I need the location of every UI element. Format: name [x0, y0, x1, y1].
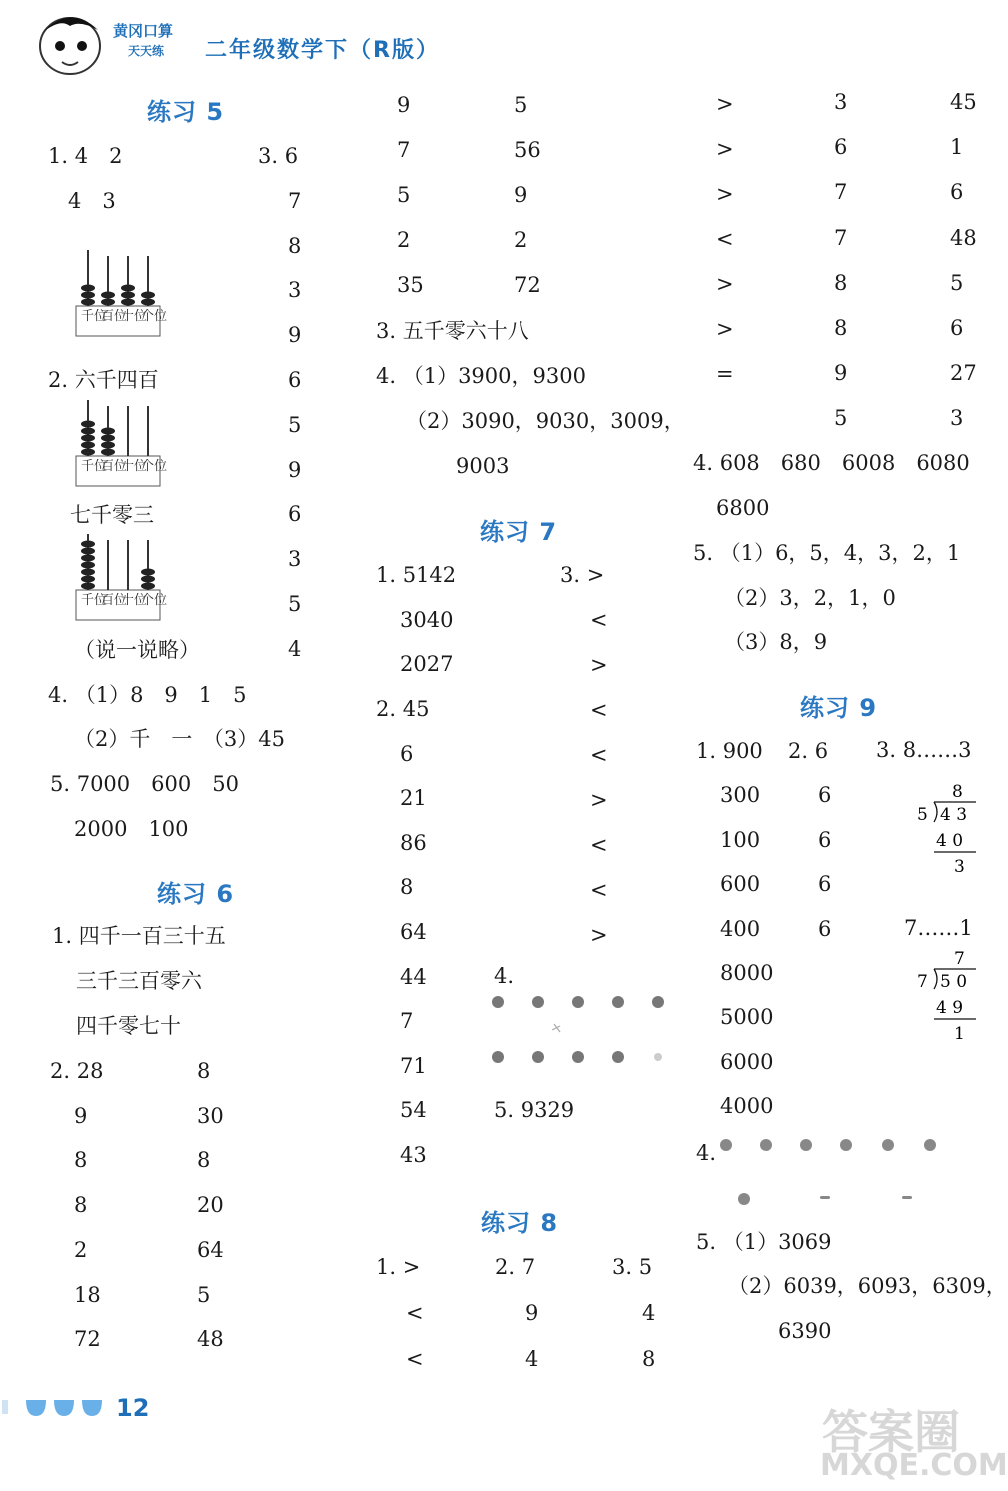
answer-line: 3 [834, 90, 848, 114]
answer-line: 5 [197, 1282, 211, 1307]
answer-line: 7 [400, 1009, 414, 1034]
answer-line: 7 [834, 180, 848, 205]
answer-line: 6 [950, 180, 964, 205]
answer-line: 2 [514, 228, 528, 252]
section-title-ex6: 练习 6 [157, 880, 235, 908]
answer-line: 8 [197, 1059, 211, 1083]
answer-line: 8 [197, 1148, 211, 1173]
long-division [912, 780, 980, 880]
answer-line: < [590, 878, 608, 902]
answer-line: 3. 5 [612, 1255, 653, 1279]
division-quotient: 7 [954, 949, 965, 969]
answer-line: 2. 六千四百 [48, 368, 159, 392]
answer-line: < [590, 698, 608, 722]
answer-line: 1. 900 [696, 739, 763, 763]
long-division [912, 947, 980, 1047]
footer-decoration-icon [0, 1396, 112, 1422]
abacus-label: 十位 [121, 593, 148, 608]
answer-line: 3 [950, 406, 964, 431]
brand-name: 黄冈口算 [113, 22, 174, 40]
answer-line: > [716, 137, 734, 161]
answer-line: 3040 [400, 607, 454, 632]
answer-line: > [716, 272, 734, 296]
answer-line: 2. 28 [50, 1059, 104, 1083]
answer-line: < [590, 743, 608, 767]
answer-line: 300 [720, 783, 761, 808]
answer-line: 21 [400, 786, 427, 811]
answer-line: 45 [950, 90, 977, 114]
answer-line: 48 [197, 1327, 224, 1352]
answer-line: 6 [834, 135, 848, 160]
abacus-diagram [74, 532, 168, 624]
answer-line: 56 [514, 138, 541, 162]
answer-line: < [590, 608, 608, 632]
answer-line: 72 [514, 273, 541, 297]
answer-line: 400 [720, 916, 761, 941]
division-divisor: 5 [917, 805, 928, 825]
answer-line: 9003 [456, 454, 510, 478]
answer-line: 8000 [720, 961, 774, 985]
answer-line: 72 [74, 1327, 101, 1352]
answer-line: 5. （1）3069 [696, 1230, 832, 1254]
answer-line: 1. 四千一百三十五 [52, 924, 226, 948]
answer-line: 20 [197, 1193, 224, 1218]
answer-line: 4. [494, 964, 515, 988]
answer-line: > [590, 653, 608, 677]
answer-line: 8 [74, 1148, 88, 1173]
answer-line: 18 [74, 1282, 101, 1307]
answer-line: < [406, 1347, 424, 1371]
answer-line: （3）8，9 [724, 630, 828, 654]
answer-line: 4. [696, 1141, 717, 1165]
section-title-ex8: 练习 8 [481, 1209, 559, 1237]
answer-line: < [406, 1301, 424, 1325]
abacus-label: 千位 [81, 593, 108, 608]
brand-subtitle: 天天练 [128, 44, 165, 58]
abacus-label: 个位 [141, 459, 168, 474]
answer-line: 4. （1）8 9 1 5 [48, 683, 247, 707]
answer-line: 4 [525, 1347, 539, 1371]
answer-line: = [716, 362, 734, 386]
answer-line: 2027 [400, 652, 454, 676]
answer-line: 6800 [716, 496, 770, 520]
division-product: 4 0 [936, 831, 964, 851]
answer-line: > [590, 788, 608, 812]
answer-line: 1 [950, 135, 964, 160]
answer-line: 6390 [778, 1319, 832, 1343]
answer-line: 3. > [560, 563, 605, 587]
answer-line: 4 [288, 636, 302, 661]
answer-line: 5 [397, 183, 411, 207]
answer-line: 7 [288, 188, 302, 213]
abacus-label: 千位 [81, 309, 108, 324]
answer-line: 7 [397, 138, 411, 162]
answer-line: 600 [720, 872, 761, 897]
answer-line: 8 [834, 316, 848, 340]
answer-line: 9 [288, 323, 302, 348]
answer-line: 5 [288, 592, 302, 616]
answer-line: （2）3，2，1，0 [724, 586, 896, 610]
answer-line: 5. （1）6，5，4，3，2，1 [693, 541, 961, 565]
answer-line: 30 [197, 1103, 224, 1128]
answer-line: 7 [834, 225, 848, 250]
answer-line: 86 [400, 830, 427, 855]
answer-line: 1. > [376, 1255, 421, 1279]
answer-line: 64 [197, 1237, 224, 1262]
watermark-logo: 答案圈 [822, 1405, 960, 1459]
answer-line: 71 [400, 1053, 427, 1078]
answer-line: 100 [720, 827, 761, 852]
answer-line: 6 [288, 368, 302, 392]
division-quotient: 8 [952, 782, 963, 802]
answer-line: 6 [818, 783, 832, 808]
answer-line: 9 [74, 1103, 88, 1128]
answer-line: 64 [400, 920, 427, 944]
answer-line: < [590, 833, 608, 857]
answer-line: < [716, 227, 734, 251]
answer-line: 9 [397, 93, 411, 117]
division-remainder: 3 [954, 857, 965, 877]
answer-line: 2 [397, 228, 411, 252]
answer-line: 3. 五千零六十八 [376, 319, 529, 343]
watermark-url: MXQE.COM [820, 1448, 1008, 1483]
answer-line: 9 [514, 183, 528, 207]
abacus-diagram [74, 398, 168, 490]
answer-line: 4. （1）3900，9300 [376, 364, 586, 388]
answer-line: > [716, 92, 734, 116]
answer-line: 1. 5142 [376, 563, 457, 587]
section-title-ex9: 练习 9 [800, 694, 878, 722]
answer-line: 2 [74, 1237, 88, 1262]
division-divisor: 7 [917, 972, 928, 992]
answer-line: 43 [400, 1143, 427, 1167]
mascot-logo-icon [30, 8, 110, 78]
section-title-ex5: 练习 5 [147, 98, 225, 126]
abacus-label: 十位 [121, 309, 148, 324]
answer-line: （2）3090，9030，3009， [406, 409, 685, 433]
answer-line: 2. 7 [495, 1255, 536, 1279]
answer-line: 7……1 [904, 916, 973, 940]
page-number: 12 [116, 1394, 150, 1422]
answer-line: 6 [818, 916, 832, 941]
answer-line: 3. 8……3 [876, 738, 972, 762]
answer-line: 8 [288, 233, 302, 258]
division-dividend: 5 0 [940, 972, 968, 992]
answer-line: 5 [834, 406, 848, 431]
answer-line: 4 [642, 1301, 656, 1325]
answer-line: > [716, 317, 734, 341]
dot-pattern [488, 990, 678, 1070]
answer-line: 44 [400, 964, 427, 989]
answer-line: 5 [514, 93, 528, 117]
answer-line: 8 [400, 875, 414, 900]
page-header-title: 二年级数学下（R版） [205, 38, 440, 63]
answer-line: 七千零三 [70, 503, 154, 527]
answer-line: 5. 9329 [494, 1098, 575, 1122]
abacus-label: 个位 [141, 593, 168, 608]
answer-line: 35 [397, 273, 424, 297]
abacus-label: 个位 [141, 309, 168, 324]
answer-line: 2. 45 [376, 697, 430, 721]
answer-line: 6 [818, 827, 832, 852]
answer-line: 6 [400, 741, 414, 766]
abacus-diagram [74, 248, 168, 340]
answer-line: 48 [950, 225, 977, 250]
abacus-label: 百位 [101, 309, 128, 324]
answer-line: 8 [642, 1347, 656, 1371]
division-product: 4 9 [936, 998, 964, 1018]
answer-line: 9 [288, 457, 302, 482]
dot-pattern [716, 1135, 946, 1215]
answer-line: 2000 100 [74, 817, 189, 841]
answer-line: （2）6039，6093，6309， [728, 1274, 1007, 1298]
abacus-label: 十位 [121, 459, 148, 474]
answer-line: 5 [288, 412, 302, 437]
answer-line: 6000 [720, 1049, 774, 1074]
answer-line: 8 [834, 270, 848, 295]
answer-line: 9 [834, 361, 848, 386]
answer-line: 3. 6 [258, 144, 299, 168]
answer-line: 5. 7000 600 50 [50, 772, 239, 796]
answer-line: 9 [525, 1301, 539, 1325]
answer-line: 6 [288, 502, 302, 527]
answer-line: 5 [950, 270, 964, 295]
answer-line: 4. 608 680 6008 6080 [693, 451, 970, 475]
answer-line: 5000 [720, 1005, 774, 1030]
answer-line: 3 [288, 547, 302, 572]
section-title-ex7: 练习 7 [480, 518, 558, 546]
answer-line: > [590, 923, 608, 947]
answer-line: 8 [74, 1193, 88, 1218]
answer-line: 27 [950, 361, 977, 386]
answer-line: 4 3 [68, 189, 116, 213]
answer-line: （说一说略） [74, 638, 200, 662]
answer-line: 3 [288, 278, 302, 303]
abacus-label: 千位 [81, 459, 108, 474]
abacus-label: 百位 [101, 593, 128, 608]
answer-line: 6 [818, 872, 832, 897]
answer-line: 三千三百零六 [76, 969, 202, 993]
abacus-label: 百位 [101, 459, 128, 474]
answer-line: （2）千 一 （3）45 [74, 727, 285, 751]
division-dividend: 4 3 [940, 805, 968, 825]
answer-line: 2. 6 [788, 739, 829, 763]
answer-line: 1. 4 2 [48, 144, 123, 168]
division-remainder: 1 [954, 1024, 965, 1044]
answer-line: > [716, 182, 734, 206]
answer-line: 6 [950, 316, 964, 340]
answer-line: 四千零七十 [76, 1014, 181, 1038]
answer-line: 54 [400, 1098, 427, 1123]
answer-line: 4000 [720, 1094, 774, 1119]
